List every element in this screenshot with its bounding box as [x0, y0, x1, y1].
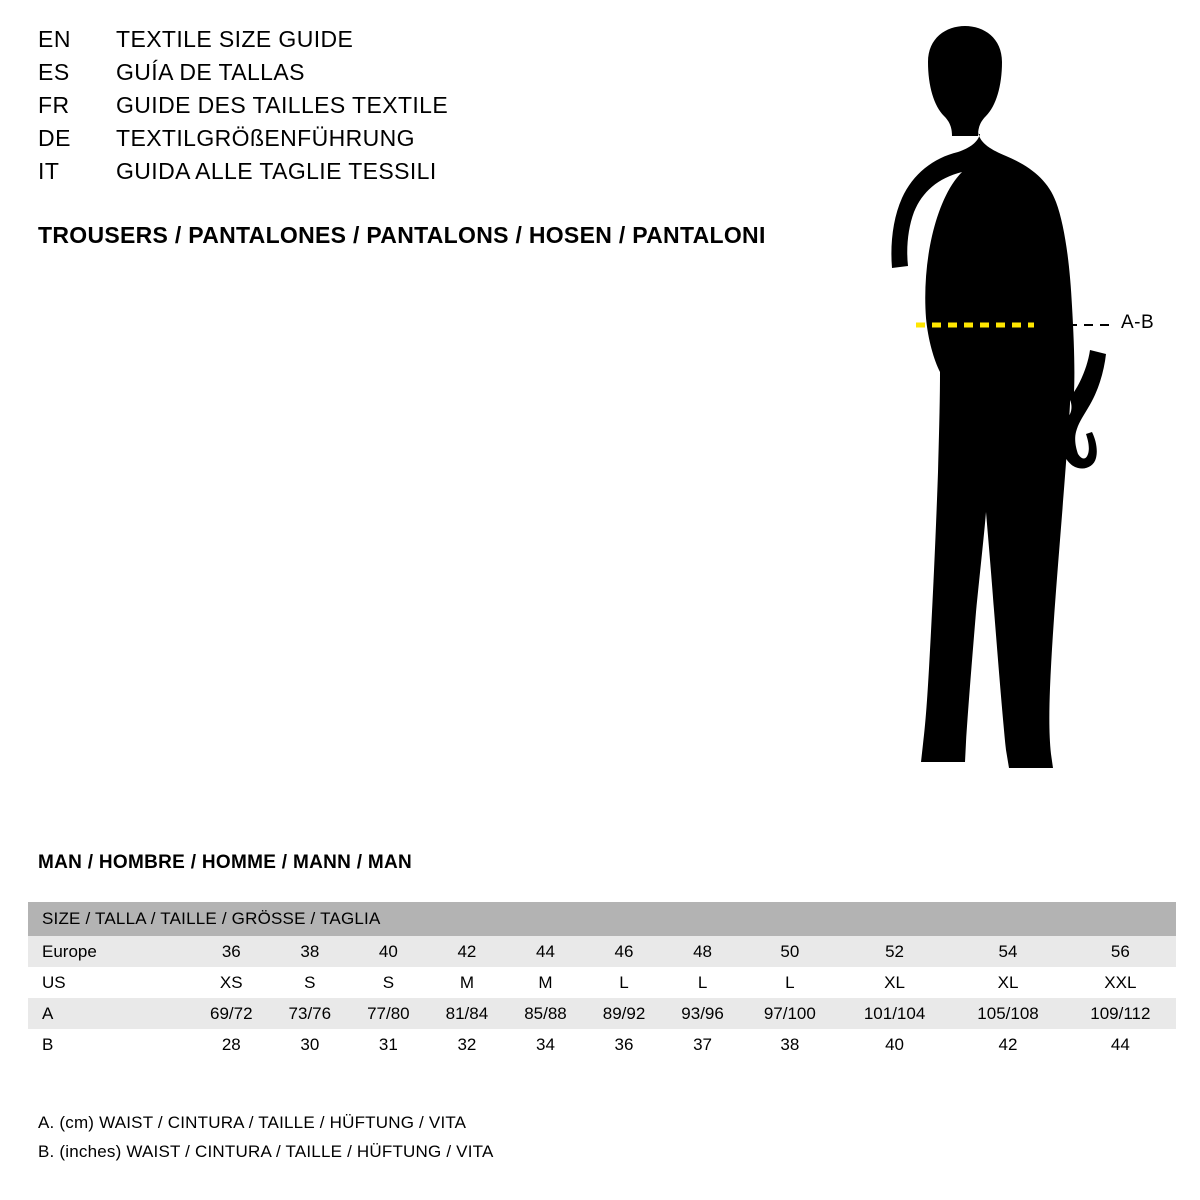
table-cell: 34: [506, 1029, 585, 1060]
size-table: [28, 902, 1176, 1060]
language-title-block: [38, 26, 798, 191]
table-cell: S: [349, 967, 428, 998]
table-cell: 109/112: [1065, 998, 1176, 1029]
language-code: IT: [38, 158, 60, 184]
table-cell: 69/72: [192, 998, 271, 1029]
table-cell: 38: [742, 1029, 838, 1060]
table-cell: 31: [349, 1029, 428, 1060]
language-title: GUÍA DE TALLAS: [116, 59, 305, 85]
table-cell: 77/80: [349, 998, 428, 1029]
table-row: [28, 1029, 1176, 1060]
table-cell: XS: [192, 967, 271, 998]
table-row: [28, 967, 1176, 998]
table-cell: 36: [585, 1029, 664, 1060]
table-cell: 93/96: [663, 998, 742, 1029]
table-cell: 105/108: [951, 998, 1064, 1029]
language-row: [38, 125, 798, 158]
table-header-label: SIZE / TALLA / TAILLE / GRÖSSE / TAGLIA: [28, 902, 1176, 936]
row-label: Europe: [28, 936, 192, 967]
body-figure: [820, 20, 1200, 800]
table-cell: 81/84: [428, 998, 507, 1029]
table-cell: L: [585, 967, 664, 998]
language-title: GUIDE DES TAILLES TEXTILE: [116, 92, 449, 118]
row-label: US: [28, 967, 192, 998]
table-cell: 50: [742, 936, 838, 967]
language-row: [38, 158, 798, 191]
table-cell: L: [742, 967, 838, 998]
table-cell: 44: [1065, 1029, 1176, 1060]
table-cell: L: [663, 967, 742, 998]
footnote-a: A. (cm) WAIST / CINTURA / TAILLE / HÜFTUNG / VITA: [38, 1113, 467, 1132]
table-header-row: [28, 902, 1176, 936]
table-cell: 36: [192, 936, 271, 967]
language-code: ES: [38, 59, 70, 85]
row-label: A: [28, 998, 192, 1029]
garment-type-title: TROUSERS / PANTALONES / PANTALONS / HOSEN / PANTALONI: [38, 222, 766, 248]
table-cell: 28: [192, 1029, 271, 1060]
language-row: [38, 59, 798, 92]
footnote-b: B. (inches) WAIST / CINTURA / TAILLE / HÜFTUNG / VITA: [38, 1142, 494, 1161]
language-title: GUIDA ALLE TAGLIE TESSILI: [116, 158, 437, 184]
table-cell: M: [428, 967, 507, 998]
table-cell: 56: [1065, 936, 1176, 967]
table-row: [28, 998, 1176, 1029]
table-cell: 85/88: [506, 998, 585, 1029]
table-cell: 46: [585, 936, 664, 967]
table-cell: XL: [838, 967, 951, 998]
footnotes: [38, 1108, 494, 1166]
table-cell: 89/92: [585, 998, 664, 1029]
table-cell: M: [506, 967, 585, 998]
table-cell: 73/76: [271, 998, 350, 1029]
table-cell: 42: [428, 936, 507, 967]
table-row: [28, 936, 1176, 967]
language-code: EN: [38, 26, 71, 52]
table-cell: 38: [271, 936, 350, 967]
language-row: [38, 26, 798, 59]
table-cell: 97/100: [742, 998, 838, 1029]
table-cell: 52: [838, 936, 951, 967]
language-title: TEXTILE SIZE GUIDE: [116, 26, 354, 52]
language-row: [38, 92, 798, 125]
row-label: B: [28, 1029, 192, 1060]
language-title: TEXTILGRÖßENFÜHRUNG: [116, 125, 415, 151]
table-cell: S: [271, 967, 350, 998]
table-cell: 44: [506, 936, 585, 967]
table-cell: 32: [428, 1029, 507, 1060]
man-silhouette-icon: [891, 26, 1106, 768]
table-cell: 48: [663, 936, 742, 967]
table-cell: 42: [951, 1029, 1064, 1060]
table-cell: 40: [838, 1029, 951, 1060]
language-code: DE: [38, 125, 71, 151]
table-cell: XL: [951, 967, 1064, 998]
table-cell: XXL: [1065, 967, 1176, 998]
table-cell: 40: [349, 936, 428, 967]
table-cell: 101/104: [838, 998, 951, 1029]
language-code: FR: [38, 92, 70, 118]
table-section-label: MAN / HOMBRE / HOMME / MANN / MAN: [38, 852, 413, 873]
table-cell: 30: [271, 1029, 350, 1060]
measure-label-ab: A-B: [1121, 312, 1155, 333]
table-cell: 37: [663, 1029, 742, 1060]
table-cell: 54: [951, 936, 1064, 967]
